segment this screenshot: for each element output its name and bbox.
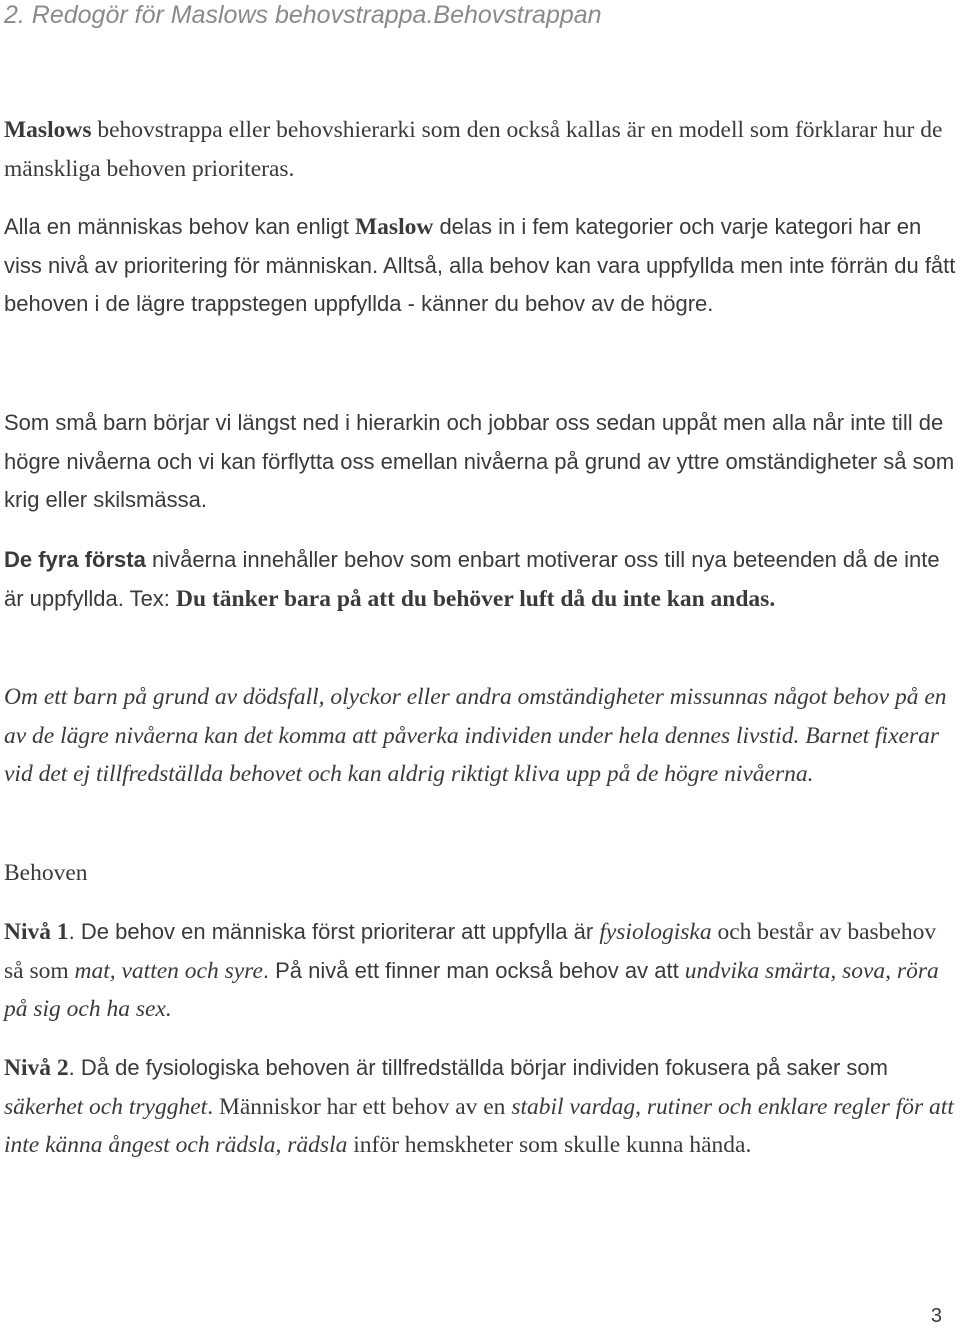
term-maslow: Maslow: [355, 214, 434, 240]
page-number: 3: [930, 1305, 942, 1327]
paragraph-categories-text-3: Alltså, alla behov kan vara uppfyllda men inte förrän du fått behoven i de lägre trappstegen uppfyllda - känner du behov av de högre.: [4, 252, 956, 316]
level-1-text-3: . På nivå ett finner man också behov av att: [262, 957, 685, 983]
paragraph-children: Som små barn börjar vi längst ned i hierarkin och jobbar oss sedan uppåt men alla når inte till de högre nivåerna och vi kan förflytta oss emellan nivåerna på grund av yttre omständigheter så som krig eller skilsmässa.: [4, 410, 955, 512]
paragraph-level-1: [4, 913, 956, 1029]
level-1-italic-1: fysiologiska: [599, 919, 712, 945]
level-2-italic-1: säkerhet och trygghet: [4, 1093, 208, 1120]
paragraph-intro: [4, 111, 956, 188]
level-2-text-1: . Då de fysiologiska behoven är tillfredställda börjar individen fokusera på saker som: [68, 1055, 888, 1080]
level-2-text-2: . Människor har ett behov av en: [207, 1093, 512, 1120]
subheading-behoven: Behoven: [4, 860, 88, 886]
paragraph-categories-text-2: delas in i fem kategorier och varje kategori har en viss nivå av prioritering för människan.: [4, 214, 922, 278]
section-heading: 2. Redogör för Maslows behovstrappa.Behovstrappan: [4, 1, 602, 29]
paragraph-level-2: [4, 1049, 956, 1165]
example-breathing: Du tänker bara på att du behöver luft då du inte kan andas.: [176, 585, 776, 612]
term-first-four: De fyra första: [4, 547, 146, 572]
paragraph-first-four-text: nivåerna innehåller behov som enbart motiverar oss till nya beteenden då de inte är uppfyllda. Tex:: [4, 547, 940, 611]
level-1-label: Nivå 1: [4, 919, 69, 945]
level-2-text-3: inför hemskheter som skulle kunna hända.: [347, 1132, 752, 1158]
level-1-text-2: och består av basbehov så som: [4, 919, 937, 984]
level-1-italic-2: mat, vatten och syre: [74, 957, 263, 984]
paragraph-categories: [4, 208, 956, 324]
level-1-text-1: . De behov en människa först prioriterar att uppfylla är: [68, 919, 600, 944]
level-1-italic-3: undvika smärta, sova, röra på sig och ha sex.: [4, 957, 939, 1022]
paragraph-deprivation: Om ett barn på grund av dödsfall, olyckor eller andra omständigheter missunnas något behov på en av de lägre nivåerna kan det komma att påverka individen under hela dennes livstid. Barnet fixerar vid det ej tillfredställda behovet och kan aldrig riktigt kliva upp på de högre nivåerna.: [4, 684, 947, 787]
level-2-label: Nivå 2: [4, 1055, 69, 1081]
level-2-italic-2: stabil vardag, rutiner och enklare regler för att inte känna ångest och rädsla, rädsla: [4, 1093, 954, 1158]
term-maslows: Maslows: [4, 117, 92, 143]
paragraph-intro-text: behovstrappa eller behovshierarki som den också kallas är en modell som förklarar hur de mänskliga behoven prioriteras.: [4, 117, 943, 182]
paragraph-first-four: [4, 541, 956, 618]
paragraph-categories-text-1: Alla en människas behov kan enligt: [4, 214, 355, 239]
